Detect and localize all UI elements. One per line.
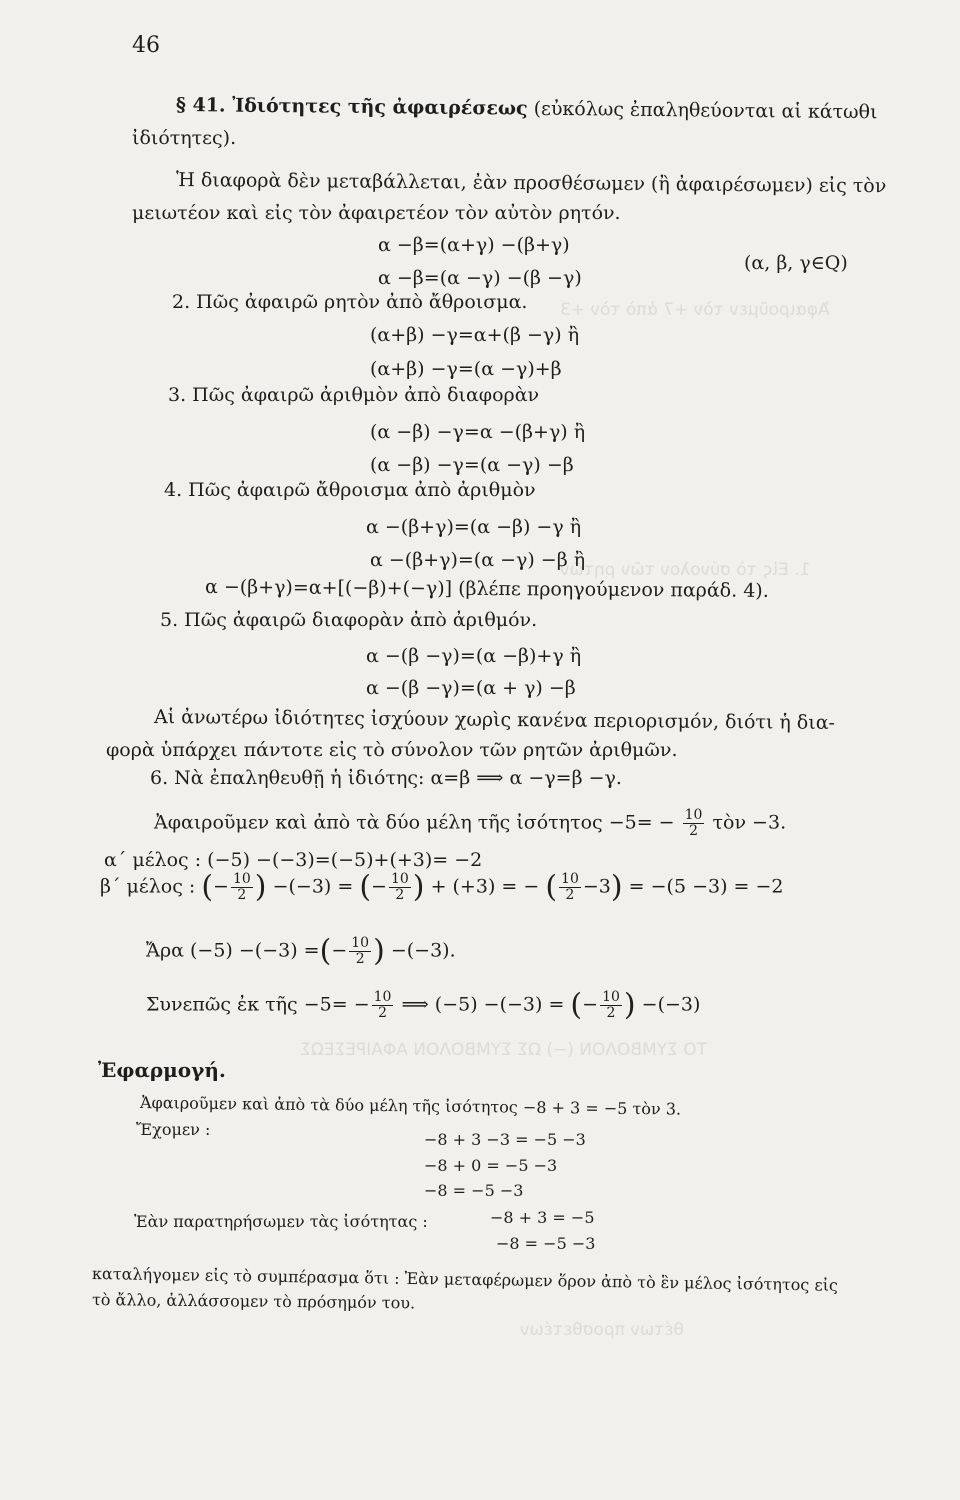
- section-heading: § 41. Ἰδιότητες τῆς ἀφαιρέσεως: [175, 94, 528, 120]
- fraction: $\frac{10}{2}$: [390, 871, 409, 903]
- member-a: α΄ μέλος : (−5) −(−3)=(−5)+(+3)= −2: [104, 849, 483, 871]
- rule5-eq-2: α −(β −γ)=(α + γ) −β: [366, 677, 576, 699]
- bleed-through: Ἀφαιροῦμεν τὸν +7 ἀπὸ τὸν +3: [560, 300, 830, 320]
- rule6-text-b: τὸν −3.: [712, 811, 787, 834]
- rule5-eq-1: α −(β −γ)=(α −β)+γ ἢ: [366, 645, 582, 667]
- hence-line: Συνεπῶς ἐκ τῆς −5= − $\frac{10}{2}$ ⟹ (−5) −(−3) = (− $\frac{10}{2}$ ) −(−3): [146, 987, 701, 1023]
- app-eq-3: −8 = −5 −3: [424, 1181, 524, 1200]
- rule6-title: 6. Νὰ ἐπαληθευθῇ ἡ ἰδιότης: α=β ⟹ α −γ=β −γ.: [150, 767, 622, 789]
- member-b-p4: = −(5 −3) = −2: [628, 875, 784, 898]
- app-observe: Ἐὰν παρατηρήσωμεν τὰς ἰσότητας :: [134, 1212, 428, 1231]
- section-line-1: [176, 93, 878, 124]
- rule4-eq-2: α −(β+γ)=(α −γ) −β ἢ: [370, 549, 586, 571]
- rule6-text-a: Ἀφαιροῦμεν καὶ ἀπὸ τὰ δύο μέλη τῆς ἰσότητος −5= −: [154, 811, 675, 834]
- ara-label: Ἄρα: [146, 939, 184, 962]
- app-line-1: Ἀφαιροῦμεν καὶ ἀπὸ τὰ δύο μέλη τῆς ἰσότητος −8 + 3 = −5 τὸν 3.: [139, 1093, 682, 1119]
- application-heading: Ἐφαρμογή.: [98, 1058, 226, 1082]
- rule3-eq-2: (α −β) −γ=(α −γ) −β: [370, 454, 574, 476]
- fraction: [683, 808, 705, 839]
- fraction-denominator: 2: [689, 823, 699, 839]
- rule2-eq-1: (α+β) −γ=α+(β −γ) ἢ: [370, 324, 580, 346]
- rule1-text-1: Ἡ διαφορὰ δὲν μεταβάλλεται, ἐὰν προσθέσωμεν (ἢ ἀφαιρέσωμεν) εἰς τὸν: [175, 169, 887, 198]
- rule6-text: [154, 808, 786, 839]
- ara-p2: −(−3).: [390, 939, 456, 962]
- app-eq-5: −8 = −5 −3: [496, 1234, 596, 1253]
- conclusion-2: τὸ ἄλλο, ἀλλάσσομεν τὸ πρόσημόν του.: [91, 1290, 416, 1313]
- member-b-p2: + (+3) = −: [430, 875, 540, 898]
- fraction: $\frac{10}{2}$: [561, 871, 579, 903]
- rule1-eq-1: α −β=(α+γ) −(β+γ): [378, 234, 570, 256]
- bleed-through: ΤΟ ΣΥΜΒΟΛΟΝ (−) ΩΣ ΣΥΜΒΟΛΟΝ ΑΦΑΙΡΕΣΕΩΣ: [300, 1040, 708, 1060]
- rule1-eq-2: α −β=(α −γ) −(β −γ): [378, 267, 582, 289]
- bleed-through: 1. Εἰς τὸ σύνολον τῶν ρητῶν: [560, 560, 811, 580]
- app-eq-1: −8 + 3 −3 = −5 −3: [424, 1130, 586, 1149]
- ara-p1: (−5) −(−3) =: [190, 939, 320, 962]
- hence-label: Συνεπῶς ἐκ τῆς −5= −: [146, 993, 370, 1016]
- rule3-eq-1: (α −β) −γ=α −(β+γ) ἢ: [370, 421, 586, 443]
- bleed-through: θέτων προσθετέων: [520, 1320, 684, 1340]
- rule1-text-2: μειωτέον καὶ εἰς τὸν ἀφαιρετέον τὸν αὐτὸν ρητόν.: [132, 202, 621, 224]
- member-b-p3: −3: [582, 875, 611, 898]
- hence-p1: ⟹ (−5) −(−3) =: [401, 993, 565, 1016]
- rule4-title: 4. Πῶς ἀφαιρῶ ἄθροισμα ἀπὸ ἀριθμὸν: [164, 479, 536, 501]
- app-have: Ἔχομεν :: [136, 1120, 211, 1139]
- fraction: $\frac{10}{2}$: [373, 989, 392, 1021]
- hence-p2: −(−3): [641, 993, 701, 1016]
- remark-2: φορὰ ὑπάρχει πάντοτε εἰς τὸ σύνολον τῶν ρητῶν ἀριθμῶν.: [106, 739, 678, 761]
- rule3-title: 3. Πῶς ἀφαιρῶ ἀριθμὸν ἀπὸ διαφορὰν: [168, 384, 540, 406]
- ara-line: Ἄρα (−5) −(−3) =(− $\frac{10}{2}$ ) −(−3).: [146, 933, 456, 969]
- fraction: $\frac{10}{2}$: [232, 871, 251, 903]
- conclusion-1: καταλήγομεν εἰς τὸ συμπέρασμα ὅτι : Ἐὰν μεταφέρωμεν ὅρον ἀπὸ τὸ ἓν μέλος ἰσότητος εἰς: [91, 1264, 839, 1295]
- member-b-p1: −(−3) =: [272, 875, 354, 898]
- app-eq-4: −8 + 3 = −5: [490, 1208, 595, 1227]
- page-number: 46: [132, 33, 160, 58]
- rule2-title: 2. Πῶς ἀφαιρῶ ρητὸν ἀπὸ ἄθροισμα.: [172, 291, 528, 313]
- fraction: $\frac{10}{2}$: [602, 989, 620, 1021]
- rule1-set: (α, β, γ∈Q): [744, 252, 848, 274]
- section-note: (εὐκόλως ἐπαληθεύονται αἱ κάτωθι: [533, 97, 878, 124]
- rule4-eq-3: α −(β+γ)=α+[(−β)+(−γ)] (βλέπε προηγούμενον παράδ. 4).: [204, 576, 769, 602]
- fraction-numerator: 10: [684, 807, 703, 823]
- section-note-2: ἰδιότητες).: [132, 127, 237, 149]
- rule5-title: 5. Πῶς ἀφαιρῶ διαφορὰν ἀπὸ ἀριθμόν.: [160, 609, 538, 631]
- app-eq-2: −8 + 0 = −5 −3: [424, 1156, 558, 1175]
- rule4-eq-1: α −(β+γ)=(α −β) −γ ἢ: [366, 516, 582, 538]
- member-b-label: β΄ μέλος :: [100, 875, 196, 898]
- member-b: β΄ μέλος : (− $\frac{10}{2}$ ) −(−3) = (− $\frac{10}{2}$ ) + (+3) = − ( $\frac{10}{2}$ −3) = −(5 −3) = −2: [100, 869, 784, 905]
- fraction: $\frac{10}{2}$: [351, 935, 370, 967]
- remark-1: Αἱ ἀνωτέρω ἰδιότητες ἰσχύουν χωρὶς κανένα περιορισμόν, διότι ἡ δια-: [153, 706, 836, 734]
- rule2-eq-2: (α+β) −γ=(α −γ)+β: [370, 358, 562, 380]
